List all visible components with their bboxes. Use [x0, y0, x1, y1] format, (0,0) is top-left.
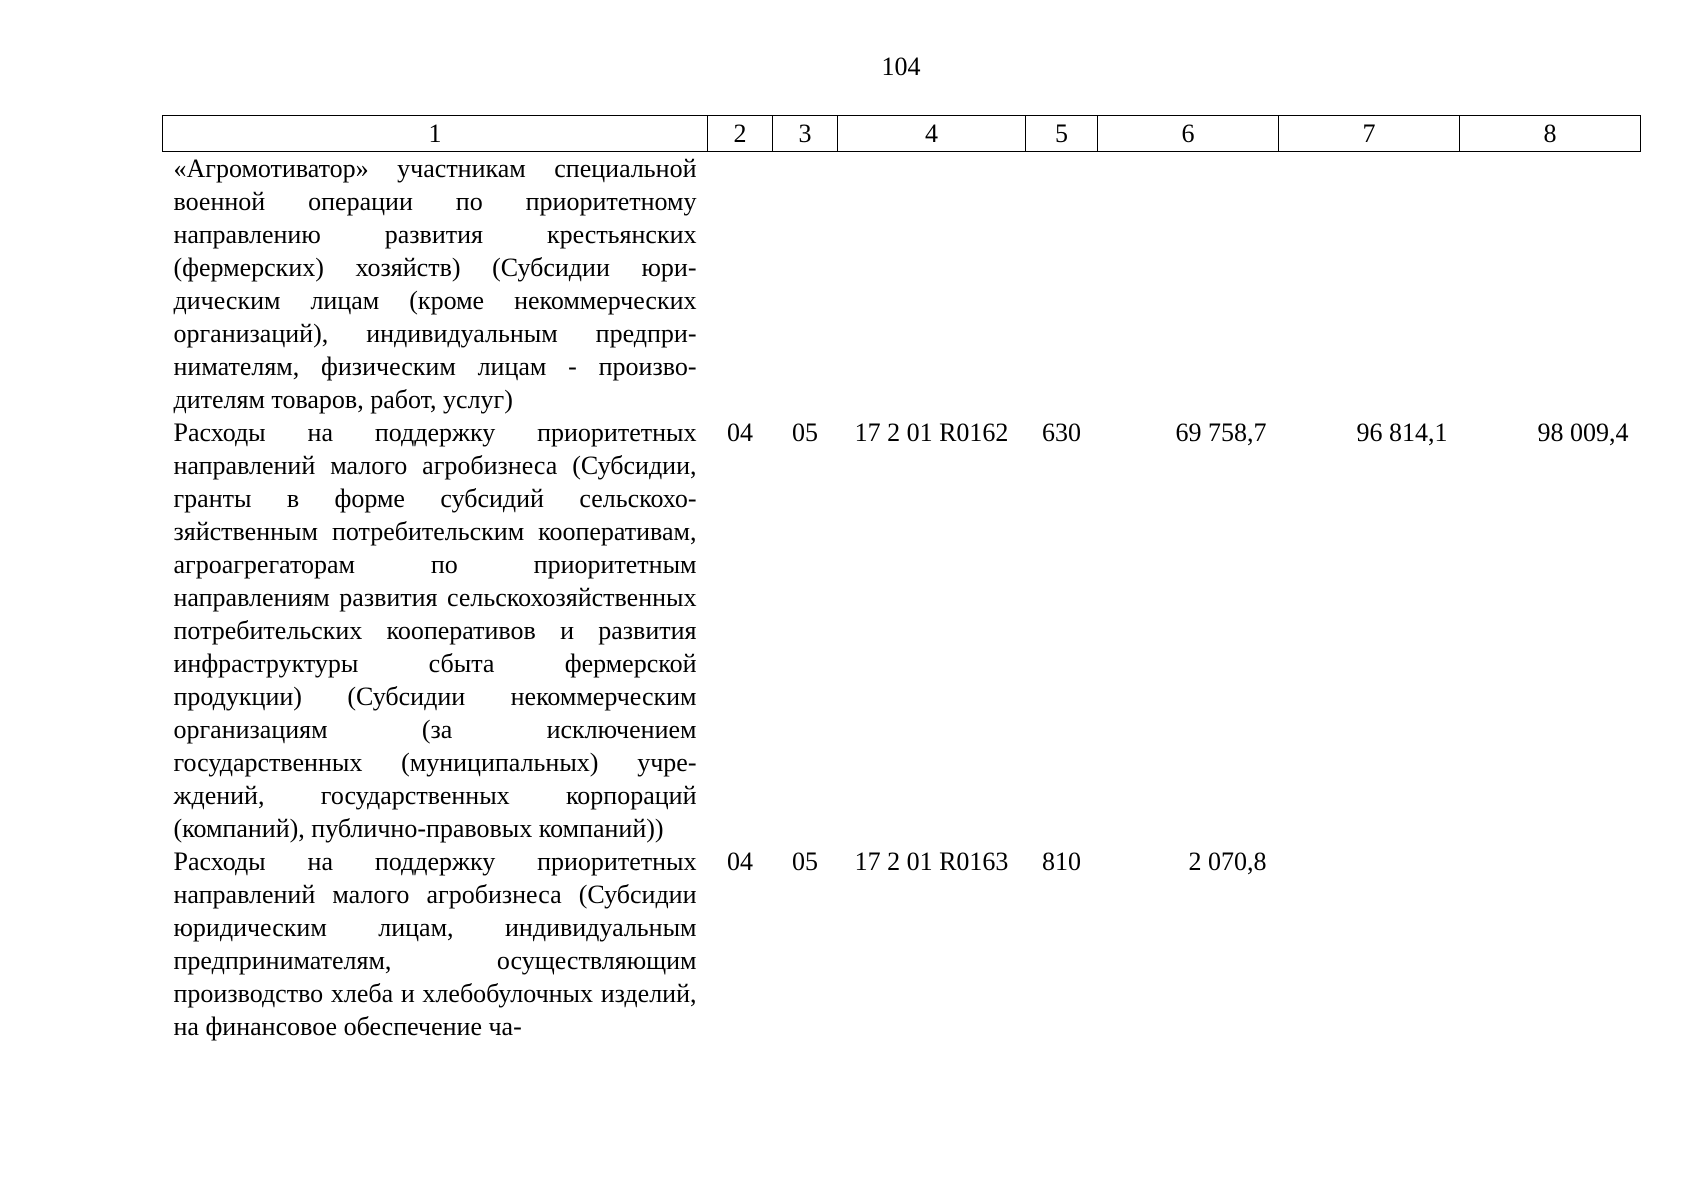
- row-target-article: 17 2 01 R0163: [854, 847, 1009, 876]
- row-amount-col6: 2 070,8: [1188, 847, 1267, 876]
- header-col-6: 6: [1098, 116, 1279, 152]
- row-amount-col6: [1098, 152, 1279, 417]
- row-subsection: 05: [792, 847, 818, 876]
- table-row: [163, 416, 1641, 845]
- row-subsection: 05: [792, 418, 818, 447]
- header-col-5: 5: [1026, 116, 1098, 152]
- row-target-article: 17 2 01 R0162: [854, 418, 1009, 447]
- row-section: 04: [727, 418, 753, 447]
- row-expense-type: 630: [1042, 418, 1081, 447]
- row-description: «Агромотиватор» участникам специальной военной операции по приоритетному направлению развития крестьянских (фермерских) хозяйств) (Субсидии юридическим лицам (кроме некоммерческих организаций), индивидуальным предпринимателям, физическим лицам - производителям товаров, работ, услуг): [173, 154, 697, 414]
- row-subsection: [773, 152, 838, 417]
- row-amount-col8: 98 009,4: [1537, 418, 1629, 447]
- row-description: Расходы на поддержку приоритетных направлений малого агробизнеса (Субсидии юридическим лицам, индивидуальным предпринимателям, осуществляющим производство хлеба и хлебобулочных изделий, на финансовое обеспечение ча-: [173, 847, 697, 1041]
- header-col-1: 1: [163, 116, 708, 152]
- header-col-4: 4: [838, 116, 1026, 152]
- row-section: 04: [727, 847, 753, 876]
- row-amount-col7: [1279, 845, 1460, 1043]
- row-target-article: [838, 152, 1026, 417]
- row-amount-col8: [1460, 845, 1641, 1043]
- row-expense-type: [1026, 152, 1098, 417]
- row-section: [708, 152, 773, 417]
- row-description: Расходы на поддержку приоритетных направлений малого агробизнеса (Субсидии, гранты в форме субсидий сельскохозяйственным потребительским кооперативам, агроагрегаторам по приоритетным направлениям развития сельскохозяйственных потребительских кооперативов и развития инфраструктуры сбыта фермерской продукции) (Субсидии некоммерческим организациям (за исключением государственных (муниципальных) учреждений, государственных корпораций (компаний), публично-правовых компаний)): [173, 418, 697, 843]
- row-amount-col7: 96 814,1: [1356, 418, 1448, 447]
- row-amount-col6: 69 758,7: [1175, 418, 1267, 447]
- page-number: 104: [881, 52, 921, 81]
- header-col-8: 8: [1460, 116, 1641, 152]
- table-row: [163, 152, 1641, 417]
- header-col-2: 2: [708, 116, 773, 152]
- row-amount-col7: [1279, 152, 1460, 417]
- column-number-header-row: [163, 116, 1641, 152]
- header-col-7: 7: [1279, 116, 1460, 152]
- budget-table: [162, 115, 1641, 1043]
- table-row: [163, 845, 1641, 1043]
- row-amount-col8: [1460, 152, 1641, 417]
- row-expense-type: 810: [1042, 847, 1081, 876]
- header-col-3: 3: [773, 116, 838, 152]
